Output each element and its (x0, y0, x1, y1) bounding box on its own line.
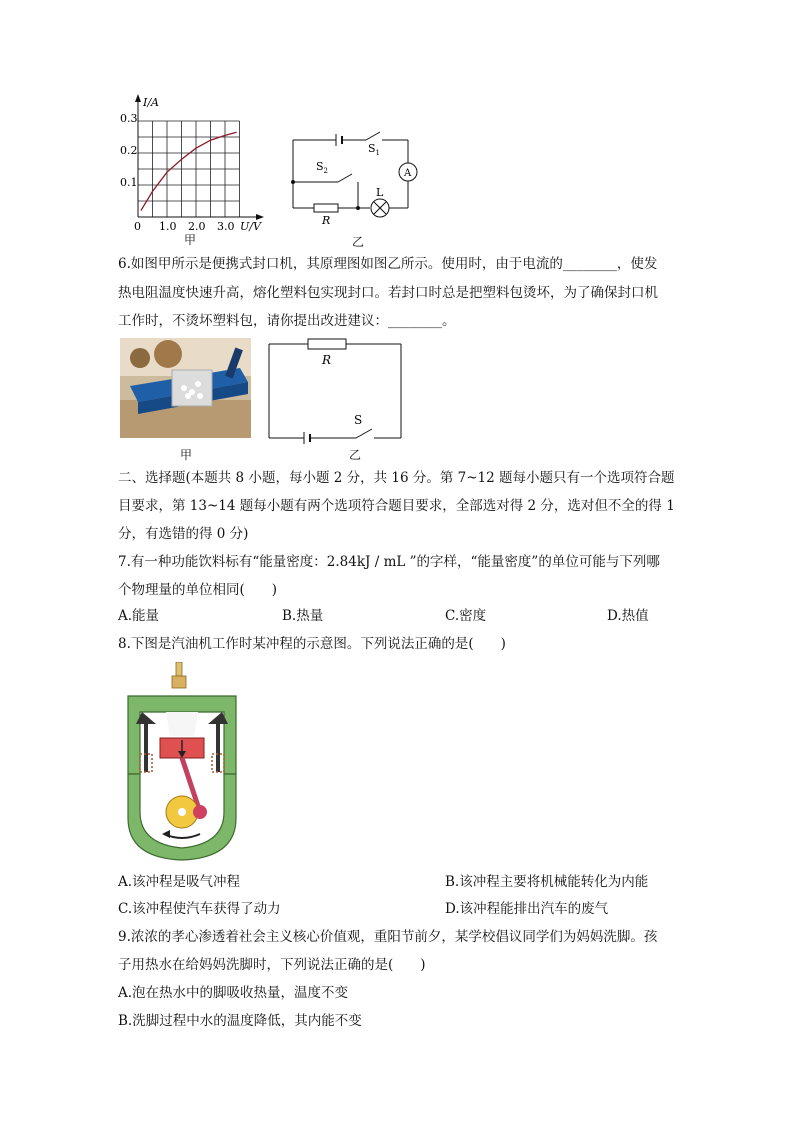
resistor-label: R (322, 214, 331, 226)
switch-s2 (338, 174, 352, 182)
spark-plug-icon (176, 662, 182, 676)
crank-rotation-arrow (162, 830, 170, 838)
q6-caption-jia: 甲 (180, 448, 193, 462)
q7-option-d: D.热值 (607, 608, 649, 624)
q8-stem: 8.下图是汽油机工作时某冲程的示意图。下列说法正确的是( ) (118, 636, 506, 652)
heater-resistor-label: R (322, 353, 332, 367)
section2-line-3: 分，有选错的得 0 分) (118, 526, 249, 542)
y-tick-0.1: 0.1 (120, 176, 138, 189)
s2-label: $S_2$ (316, 160, 329, 175)
iu-graph (118, 92, 268, 242)
q6-line-1: 6.如图甲所示是便携式封口机，其原理图如图乙所示。使用时，由于电流的________，使发 (118, 256, 658, 272)
sealer-photo (120, 338, 251, 438)
q6-line-3: 工作时，不烫坏塑料包，请你提出改进建议：________。 (118, 313, 456, 329)
y-tick-0.2: 0.2 (120, 144, 138, 157)
switch-s1 (366, 132, 380, 140)
s1-label: $S_1$ (368, 142, 381, 157)
switch-label: S (354, 413, 363, 427)
fig5-caption-jia: 甲 (184, 233, 197, 247)
section2-line-2: 目要求，第 13~14 题每小题有两个选项符合题目要求，全部选对得 2 分，选对但不全的得 1 (118, 498, 675, 514)
q7-option-a: A.能量 (118, 608, 160, 624)
fig5-caption-yi: 乙 (352, 235, 365, 249)
circuit-diagram-1 (288, 126, 428, 226)
section2-line-1: 二、选择题(本题共 8 小题，每小题 2 分，共 16 分。第 7~12 题每小题只有一个选项符合题 (118, 470, 675, 486)
heater-resistor-icon (308, 339, 346, 349)
q7-line-2: 个物理量的单位相同( ) (118, 582, 278, 598)
q9-option-b: B.洗脚过程中水的温度降低，其内能不变 (118, 1013, 362, 1029)
q8-option-c: C.该冲程使汽车获得了动力 (118, 901, 281, 917)
y-tick-0.3: 0.3 (120, 112, 138, 125)
y-axis-label: I/A (143, 96, 159, 109)
engine-stroke-diagram (120, 662, 244, 862)
q8-option-b: B.该冲程主要将机械能转化为内能 (445, 874, 649, 890)
q9-line-2: 子用热水在给妈妈洗脚时，下列说法正确的是( ) (118, 957, 426, 973)
x-tick-2.0: 2.0 (188, 220, 206, 233)
circuit-diagram-2 (266, 334, 406, 444)
q7-option-c: C.密度 (445, 608, 487, 624)
q8-option-a: A.该冲程是吸气冲程 (118, 874, 241, 890)
lamp-label: L (376, 186, 384, 199)
q6-line-2: 热电阻温度快速升高，熔化塑料包实现封口。若封口时总是把塑料包烫坏，为了确保封口机 (118, 285, 658, 301)
resistor-icon (314, 204, 338, 212)
q7-line-1: 7.有一种功能饮料标有“能量密度：2.84kJ / mL ”的字样，“能量密度”的单位可能与下列哪 (118, 554, 660, 570)
x-tick-0: 0 (134, 220, 141, 233)
y-axis-arrow (135, 94, 141, 102)
switch-s (356, 429, 372, 438)
q9-line-1: 9.浓浓的孝心渗透着社会主义核心价值观，重阳节前夕，某学校倡议同学们为妈妈洗脚。孩 (118, 929, 658, 945)
x-tick-1.0: 1.0 (159, 220, 177, 233)
iu-curve (141, 132, 237, 210)
ammeter-label: A (404, 168, 412, 179)
q7-option-b: B.热量 (282, 608, 324, 624)
q9-option-a: A.泡在热水中的脚吸收热量，温度不变 (118, 985, 349, 1001)
x-tick-3.0: 3.0 (217, 220, 235, 233)
q6-caption-yi: 乙 (349, 448, 362, 462)
x-axis-label: U/V (240, 220, 261, 233)
q8-option-d: D.该冲程能排出汽车的废气 (445, 901, 609, 917)
